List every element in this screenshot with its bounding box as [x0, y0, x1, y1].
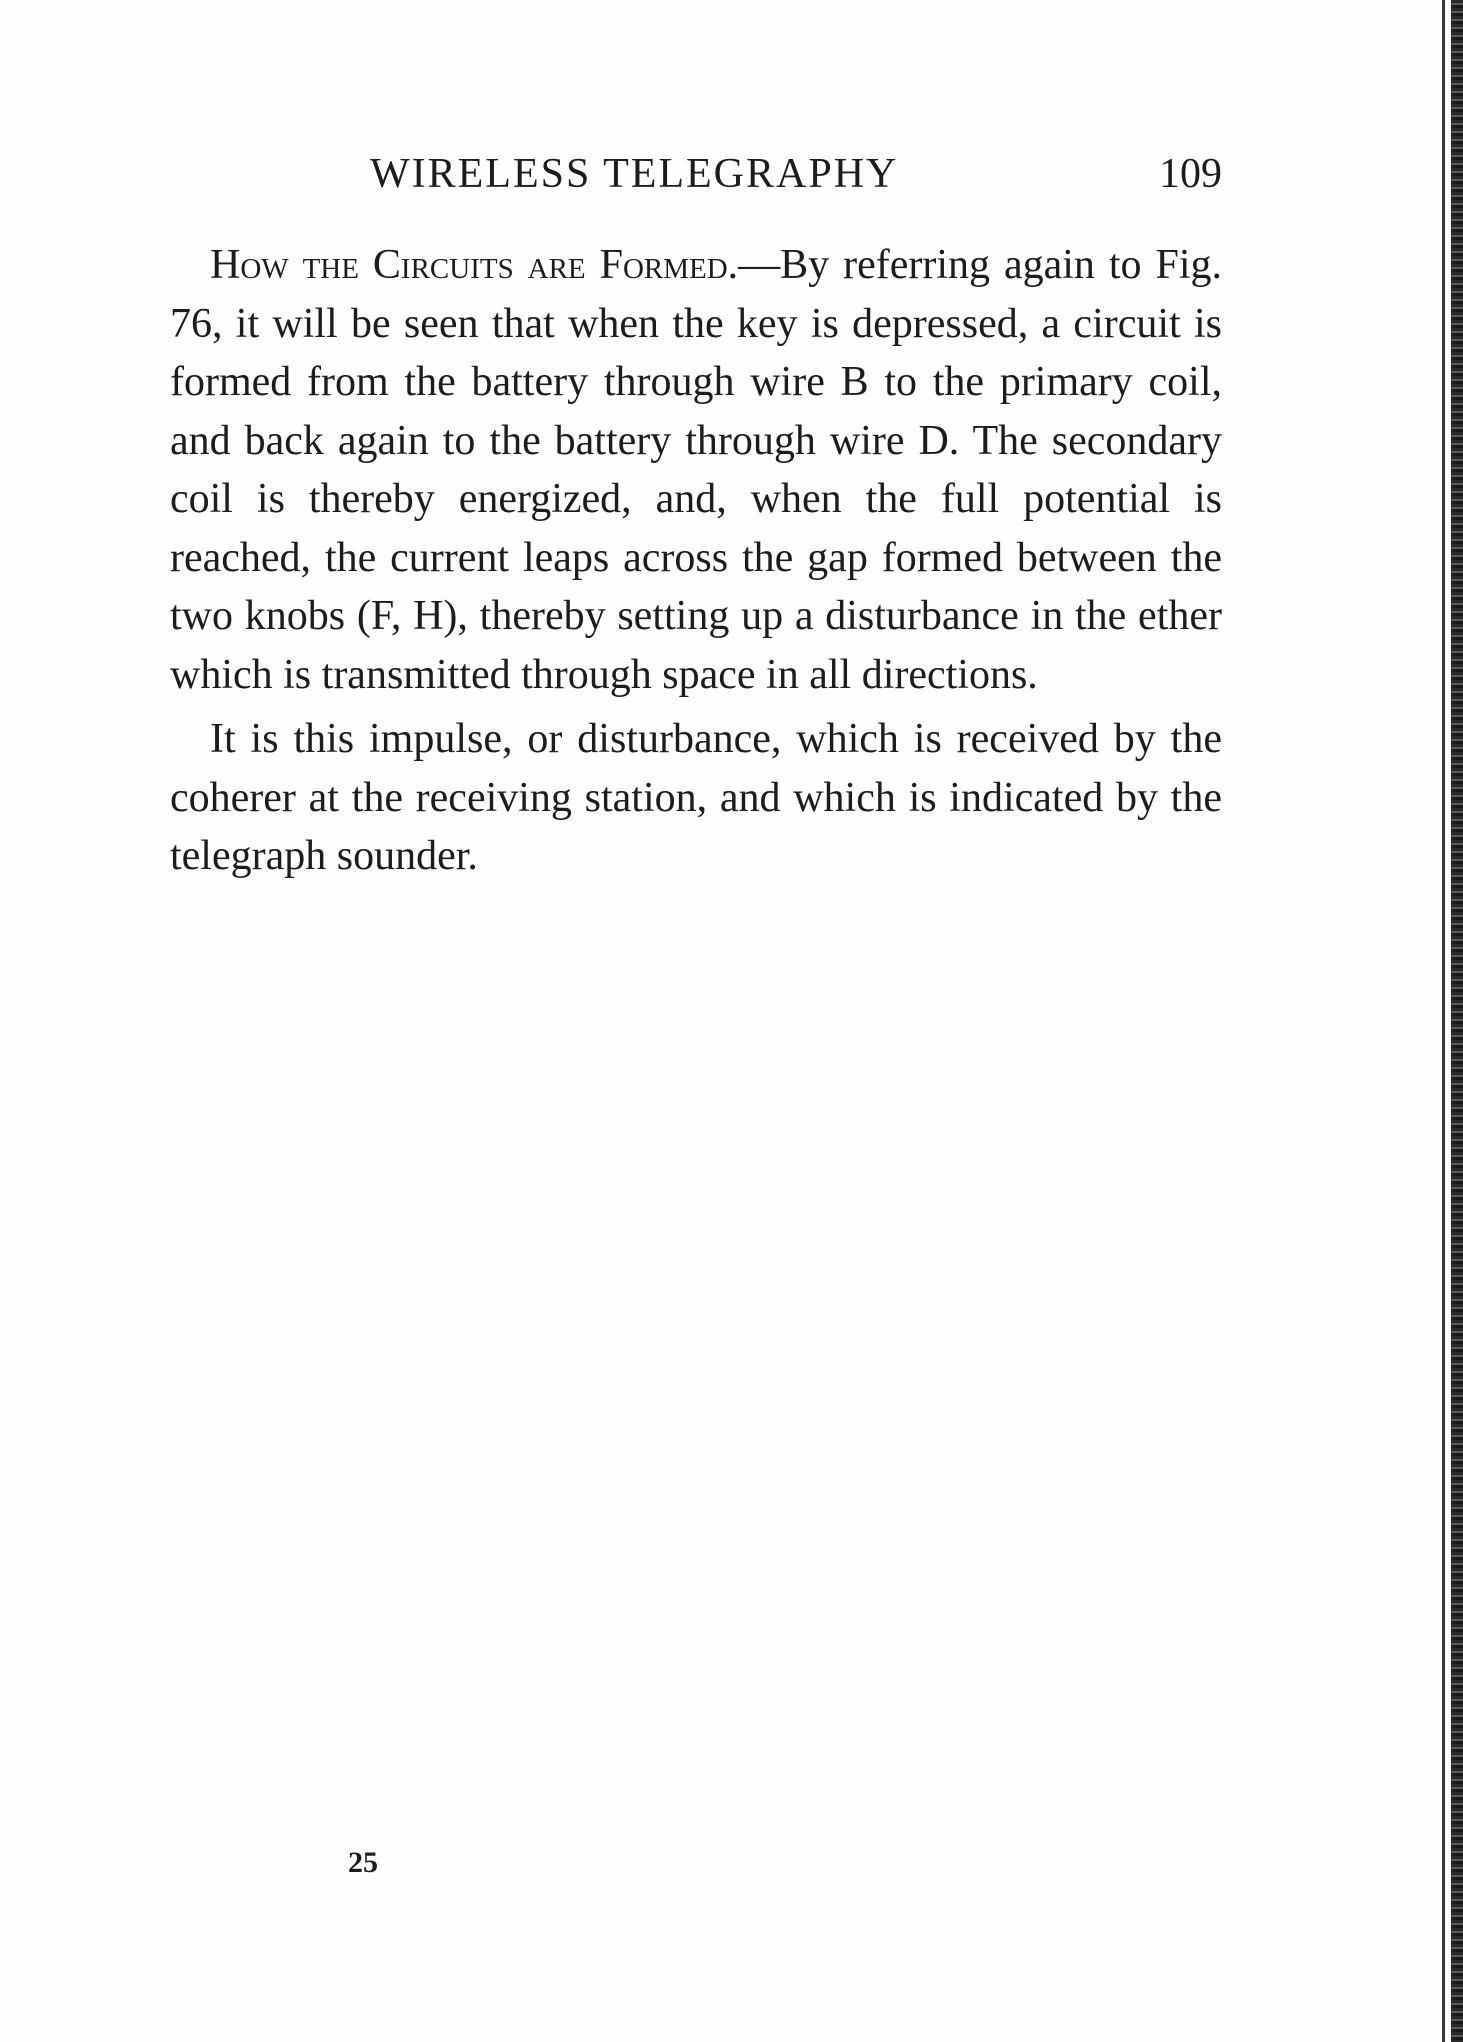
paragraph-text: —By referring again to Fig. 76, it will be seen that when the key is depressed, a circuit is formed from the battery through wire B to the primary coil, and back again to the battery through wire D. The secondary coil is thereby energized, and, when the full potential is reached, the current leaps across the gap formed between the two knobs (F, H), thereby setting up a disturbance in the ether which is transmitted through space in all directions.: [170, 242, 1222, 698]
body-text: [170, 236, 1222, 886]
signature-mark: 25: [348, 1846, 378, 1879]
running-head: [170, 150, 1222, 210]
running-title: WIRELESS TELEGRAPHY: [370, 151, 899, 197]
section-heading: How the Circuits are Formed.: [210, 242, 739, 288]
binding-line: [1442, 0, 1445, 2042]
paragraph-impulse: [170, 710, 1222, 886]
binding-edge: [1451, 0, 1463, 2042]
paragraph-text: It is this impulse, or disturbance, which is received by the coherer at the receiving station, and which is indicated by the telegraph sounder.: [170, 716, 1222, 879]
page-number: 109: [1159, 151, 1222, 197]
paragraph-circuits: [170, 236, 1222, 704]
